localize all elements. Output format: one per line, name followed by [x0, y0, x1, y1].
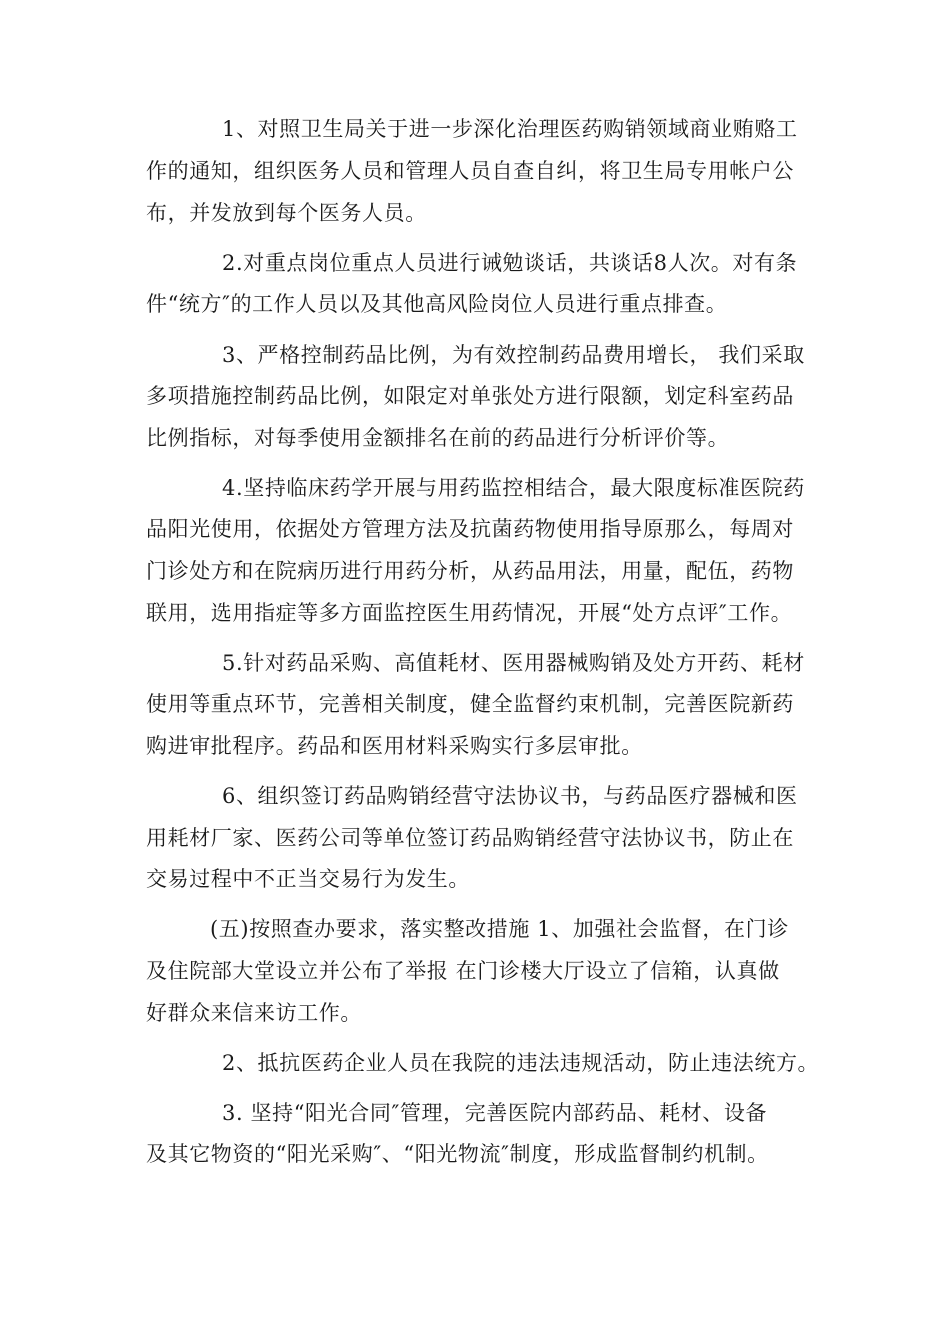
paragraph-3-line-2: 多项措施控制药品比例，如限定对单张处方进行限额，划定科室药品: [146, 384, 794, 408]
paragraph-6-line-1: 6、组织签订药品购销经营守法协议书，与药品医疗器械和医: [222, 784, 798, 808]
paragraph-5-line-2: 使用等重点环节，完善相关制度，健全监督约束机制，完善医院新药: [146, 692, 794, 716]
paragraph-7-line-2: 及住院部大堂设立并公布了举报 在门诊楼大厅设立了信箱，认真做: [146, 959, 780, 983]
paragraph-5-line-1: 5.针对药品采购、高值耗材、医用器械购销及处方开药、耗材: [222, 651, 805, 675]
paragraph-4-line-4: 联用，选用指症等多方面监控医生用药情况，开展“处方点评″工作。: [146, 601, 793, 625]
paragraph-5-line-3: 购进审批程序。药品和医用材料采购实行多层审批。: [146, 734, 643, 758]
paragraph-1-line-1: 1、对照卫生局关于进一步深化治理医药购销领域商业贿赂工: [222, 117, 798, 141]
paragraph-3-line-1: 3、严格控制药品比例，为有效控制药品费用增长， 我们采取: [222, 343, 805, 367]
paragraph-6-line-2: 用耗材厂家、医药公司等单位签订药品购销经营守法协议书，防止在: [146, 826, 794, 850]
paragraph-3-line-3: 比例指标，对每季使用金额排名在前的药品进行分析评价等。: [146, 426, 730, 450]
paragraph-2-line-2: 件“统方″的工作人员以及其他高风险岗位人员进行重点排查。: [146, 292, 728, 316]
paragraph-6-line-3: 交易过程中不正当交易行为发生。: [146, 867, 470, 891]
paragraph-1-line-2: 作的通知，组织医务人员和管理人员自查自纠，将卫生局专用帐户公: [146, 159, 794, 183]
paragraph-7-line-1: (五)按照查办要求，落实整改措施 1、加强社会监督，在门诊: [210, 917, 789, 941]
paragraph-9-line-2: 及其它物资的“阳光采购″、“阳光物流″制度，形成监督制约机制。: [146, 1142, 769, 1166]
paragraph-8-line-1: 2、抵抗医药企业人员在我院的违法违规活动，防止违法统方。: [222, 1051, 820, 1075]
paragraph-4-line-2: 品阳光使用，依据处方管理方法及抗菌药物使用指导原那么，每周对: [146, 517, 794, 541]
paragraph-4-line-1: 4.坚持临床药学开展与用药监控相结合，最大限度标准医院药: [222, 476, 805, 500]
paragraph-1-line-3: 布，并发放到每个医务人员。: [146, 201, 427, 225]
paragraph-7-line-3: 好群众来信来访工作。: [146, 1001, 362, 1025]
paragraph-9-line-1: 3. 坚持“阳光合同″管理，完善医院内部药品、耗材、设备: [222, 1101, 768, 1125]
paragraph-2-line-1: 2.对重点岗位重点人员进行诫勉谈话，共谈话8人次。对有条: [222, 251, 798, 275]
paragraph-4-line-3: 门诊处方和在院病历进行用药分析，从药品用法，用量，配伍，药物: [146, 559, 794, 583]
